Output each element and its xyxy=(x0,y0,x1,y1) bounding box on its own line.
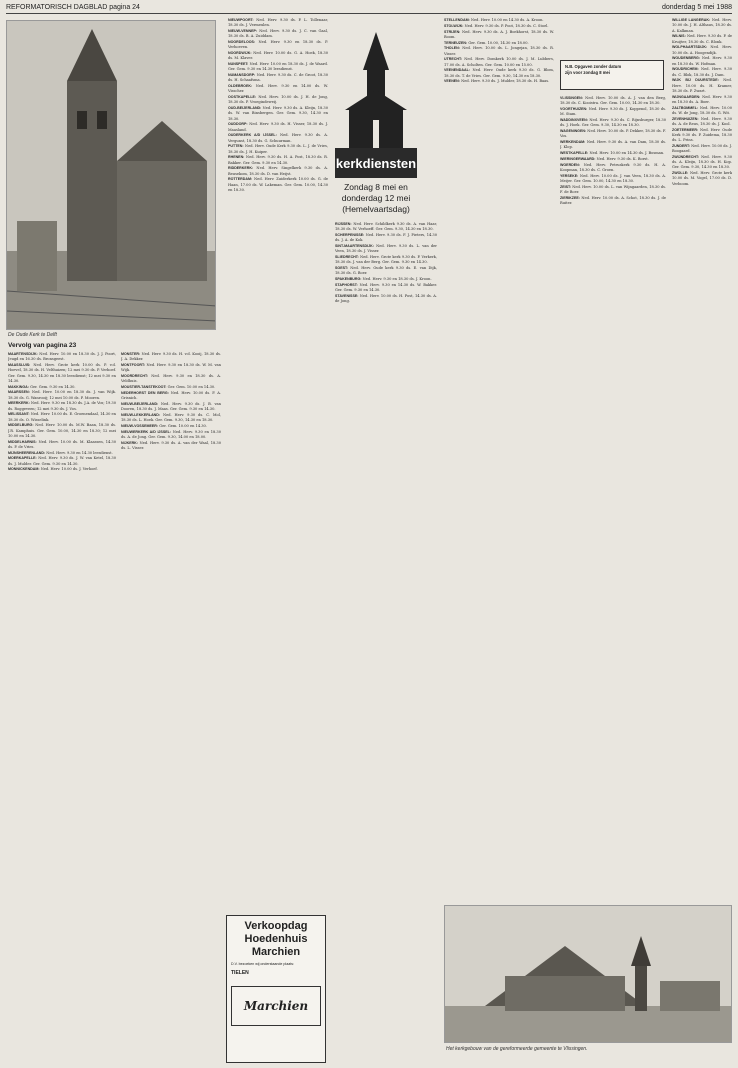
church-listing xyxy=(121,430,221,441)
listing-place: NUMANSDORP: xyxy=(228,73,256,77)
listing-place: MONNICKENDAM: xyxy=(8,467,40,472)
church-listing xyxy=(444,46,554,57)
church-listing xyxy=(8,385,116,390)
listing-place: ZIERIKZEE: xyxy=(560,195,580,200)
ad-title-2: Hoedenhuis xyxy=(244,933,308,945)
listing-services: Ned. Herv. 10.00 ds. M. Klaassen, 14.30 ds. P. de Vries. xyxy=(8,439,116,449)
church-listing xyxy=(228,29,328,40)
church-listing xyxy=(335,233,437,244)
church-listing xyxy=(121,424,221,429)
listing-services: Ned. Herv. Grote kerk 10.00 ds. P. v.d. Hoevel, 18.30 ds. H. Velthuizen; 12 mei 9.30 ds. P. Verhoef. Ger. Gem. 9.30, 14.30 en 18.30 leesdienst; 12 mei 9.30 en 14.30. xyxy=(8,363,116,383)
church-listing xyxy=(8,363,116,384)
church-listing xyxy=(228,155,328,166)
listing-services: Ned. Herv. 9.30 ds. A. de Reus, 18.30 ds. J. Kool. xyxy=(672,116,732,126)
church-listing xyxy=(121,363,221,374)
church-listing xyxy=(335,283,437,294)
church-photo-drawing xyxy=(7,21,216,330)
listing-place: STELLENDAM: xyxy=(444,18,470,22)
ad-title-1: Verkoopdag xyxy=(244,920,308,932)
listing-place: ZUNDERT: xyxy=(672,143,690,148)
church-silhouette-icon xyxy=(335,30,417,148)
church-listing xyxy=(228,62,328,73)
listing-place: MIDDELBURG: xyxy=(8,423,34,428)
church-listing xyxy=(8,390,116,401)
listing-services: Ned. Herv. 10.00 ds. J. H. Althaus, 18.30 ds. A. Kalkman. xyxy=(672,18,732,33)
listing-services: Ned. Herv. 10.00 ds. A. Schot, 18.30 ds. J. de Ruiter. xyxy=(560,195,666,205)
listing-column-2 xyxy=(121,352,221,1062)
church-listing xyxy=(444,41,554,46)
listing-services: Ned. Herv. 9.30 ds. H. Visser, 18.30 ds. J. Maasland. xyxy=(228,122,328,132)
church-listing xyxy=(335,222,437,233)
church-listing xyxy=(560,118,666,129)
church-listing xyxy=(444,24,554,29)
listing-services: Ned. Herv. Zuiderkerk 10.00 ds. G. de Haan, 17.00 ds. W. Lakeman. Ger. Gem. 10.00, 14.30 en 18.30. xyxy=(228,177,328,192)
listing-services: Ned. Herv. 9.30 ds. C. Mol, 18.30 ds. L. Hoek. Ger. Gem. 9.30, 14.30 en 18.30. xyxy=(121,412,221,422)
listing-services: Ned. Herv. 10.00 ds. G. A. Hoek, 18.30 ds. M. Klaver. xyxy=(228,51,328,61)
vlissingen-church-drawing xyxy=(445,906,732,1043)
church-listing xyxy=(121,391,221,402)
church-listing xyxy=(228,144,328,155)
listing-place: WADDINXVEEN: xyxy=(560,118,588,122)
listing-services: Ned. Herv. 9.30 ds. J. B. van Dooren, 18.30 ds. J. Maas. Ger. Gem. 9.30 en 14.30. xyxy=(121,401,221,411)
church-listing xyxy=(228,18,328,29)
listing-services: Ned. Herv. 10.00 ds. F. A. Grisnich. xyxy=(121,390,221,400)
listing-place: ZALTBOMMEL: xyxy=(672,105,699,110)
church-listing xyxy=(335,266,437,277)
listing-services: Ned. Herv. 9.30 ds. J. Mulder, 18.30 ds. H. Baas. xyxy=(459,79,550,84)
church-listing xyxy=(672,67,732,78)
church-photo xyxy=(6,20,216,330)
listing-place: VEENENDAAL: xyxy=(444,68,470,73)
ad-place: TIELEN xyxy=(231,970,249,976)
listing-place: ZWOLLE: xyxy=(672,171,689,175)
church-listing xyxy=(8,467,116,472)
listing-services: Ned. Herv. 9.30 en 14.00 ds. W. Visscher. xyxy=(228,84,328,94)
listing-place: MONTFOORT: xyxy=(121,363,145,367)
church-listing xyxy=(335,244,437,255)
listing-services: Ned. Herv. 9.30 ds. J. C. van Gaal, 18.30 ds. B. A. Zuiddam. xyxy=(228,29,328,39)
church-listing xyxy=(672,18,732,34)
church-listing xyxy=(8,412,116,423)
church-listing xyxy=(8,423,116,439)
listing-place: ZEIST: xyxy=(560,184,571,189)
listing-services: Ned. Herv. 9.30 en 18.30 ds. J. Kroon. xyxy=(361,277,432,281)
listing-place: MAASSLUIS: xyxy=(8,363,31,367)
church-listing xyxy=(8,451,116,456)
listing-services: Ned. Herv. Oude kerk 9.30 ds. G. Blom, 18.30 ds. T. de Vries. Ger. Gem. 9.30, 14.30 en 18.30. xyxy=(444,68,554,78)
listing-services: Ned. Herv. 9.30 ds. C. Rijnsburger, 18.30 ds. J. Hoek. Ger. Gem. 9.30, 14.30 en 18.30. xyxy=(560,118,666,128)
listing-services: Ger. Gem. 10.00 en 14.30. xyxy=(166,385,216,389)
listing-place: MIJNSHEERENLAND: xyxy=(8,450,46,455)
listing-services: Ned. Herv. Grote kerk 9.30 ds. P. Verkerk, 18.30 ds. J. van der Berg. Ger. Gem. 9.30 en 14.30. xyxy=(335,255,437,265)
listing-place: NIEUWPOORT: xyxy=(228,18,254,22)
listing-services: Ned. Herv. 10.00 ds. H. Post, 14.30 ds. A. de Jong. xyxy=(335,293,437,303)
listing-services: Ned. Herv. 10.00 ds. J. Boogaard. xyxy=(672,143,732,153)
listing-services: Ned. Herv. 9.30 ds. C. de Groot, 18.30 ds. H. Schaafsma. xyxy=(228,73,328,83)
church-listing xyxy=(335,255,437,266)
listing-services: Ned. Herv. 10.00 ds. J. H. de Jong, 18.30 ds. P. Vroegindeweij. xyxy=(228,95,328,105)
listing-services: Ned. Herv. 9.30 ds. H. A. Post, 18.30 ds. R. Bakker. Ger. Gem. 9.30 en 14.30. xyxy=(228,155,328,165)
listing-place: MAKKINGA: xyxy=(8,384,29,389)
header-left: REFORMATORISCH DAGBLAD pagina 24 xyxy=(6,4,140,11)
notice-line-2: zijn voor zondag 8 mei xyxy=(565,70,610,75)
listing-services: Ned. Herv. Oude kerk 9.30 ds. E. van Dijk, 18.30 ds. G. Boer. xyxy=(335,266,437,276)
listing-place: WERKENDAM: xyxy=(560,140,586,144)
kerkdiensten-line-3: (Hemelvaartsdag) xyxy=(342,204,410,214)
listing-place: SINT-MAARTENSDIJK: xyxy=(335,244,374,248)
listing-place: OUD-BEIJERLAND: xyxy=(228,106,262,110)
church-listing xyxy=(228,95,328,106)
listing-services: Ned. Herv. 9.30 ds. J. W. van Ketel, 18.30 ds. J. Mulder. Ger. Gem. 9.30 en 14.30. xyxy=(8,456,116,466)
listing-services: Ned. Herv. 10.00 en 18.30 ds. J. de Waard. Ger. Gem. 9.30 en 14.30 leesdienst. xyxy=(228,62,328,72)
listing-services: Ned. Herv. 9.30 en 18.30 ds. P. Verhoeven. xyxy=(228,40,328,50)
listing-services: Ned. Herv. 10.00 ds. J. Verhoef. xyxy=(39,467,98,472)
church-listing xyxy=(8,456,116,467)
listing-place: PUTTEN: xyxy=(228,144,244,149)
listing-place: STAPHORST: xyxy=(335,282,358,287)
listing-place: YERSEKE: xyxy=(560,173,579,178)
listing-place: WOUDRICHEM: xyxy=(672,67,699,72)
listing-services: Ned. Herv. Oude Kerk 9.30 ds. P. Zuidema, 18.30 ds. L. Prins. xyxy=(672,127,732,142)
listing-services: Ned. Herv. 10.00 ds. J. van Veen, 18.30 ds. A. Meijer. Ger. Gem. 10.00, 14.30 en 18.30. xyxy=(560,173,666,183)
listing-services: Ned. Herv. 9.30 ds. H. v.d. Kooij, 18.30 ds. J. A. Dekker. xyxy=(121,352,221,362)
listing-services: Ned. Herv. 9.30 en 18.30 ds. A. Boer. xyxy=(672,94,732,104)
church-listing xyxy=(444,30,554,41)
listing-services: Ned. Herv. 9.30 ds. A. van Dam, 18.30 ds. J. Klop. xyxy=(560,140,666,150)
listing-place: WAGENINGEN: xyxy=(560,129,587,133)
listing-services: Ned. Herv. 10.00 ds. L. Jongejan, 18.30 ds. R. Visser. xyxy=(444,46,554,56)
listing-services: Ned. Herv. 10.00 en 14.30 ds. A. Kroon. xyxy=(469,18,544,22)
church-listing xyxy=(121,441,221,452)
listing-place: VEENEN: xyxy=(444,79,460,84)
listing-place: SLIEDRECHT: xyxy=(335,255,359,259)
listing-place: NOORDWIJK: xyxy=(228,51,252,55)
ad-title-3: Marchien xyxy=(251,946,301,958)
kerkdiensten-subtitle xyxy=(335,182,417,215)
church-listing xyxy=(228,84,328,95)
listing-place: OLDEBROEK: xyxy=(228,84,253,88)
kerkdiensten-line-1: Zondag 8 mei en xyxy=(344,182,408,192)
listing-place: WILLIGE LANGERAK: xyxy=(672,18,711,22)
listing-place: STAVENISSE: xyxy=(335,293,359,298)
listing-services: Ned. Herv. 9.30 en 14.30 leesdienst. xyxy=(45,450,113,455)
listing-place: STRIJEN: xyxy=(444,29,461,34)
listing-services: Ned. Herv. 9.30 en 18.30 ds. W. M. van Wijk. xyxy=(121,363,221,373)
listing-services: Ger. Gem. 10.00 en 14.30. xyxy=(158,423,207,428)
listing-place: UTRECHT: xyxy=(444,57,462,62)
ad-brand: Marchien xyxy=(243,999,309,1013)
listing-place: OOSTKAPELLE: xyxy=(228,95,257,99)
listing-place: VLISSINGEN: xyxy=(560,96,583,100)
church-listing xyxy=(672,144,732,155)
listing-services: Ned. Herv. 10.00 ds. P. Dekker, 18.30 ds. F. Vos. xyxy=(560,129,666,139)
hat-shop-ad xyxy=(226,915,326,1063)
listing-place: MAARTENSDIJK: xyxy=(8,352,38,356)
church-listing xyxy=(121,413,221,424)
listing-services: Ned. Herv. Grote kerk 10.00 ds. M. Vogel, 17.00 ds. D. Verboom. xyxy=(672,171,732,186)
church-listing xyxy=(228,166,328,177)
church-listing xyxy=(560,163,666,174)
listing-services: Ned. Herv. 9.30 ds. J. Koppenol, 18.30 ds. M. Stam. xyxy=(560,107,666,117)
church-listing xyxy=(121,352,221,363)
church-listing xyxy=(8,352,116,363)
listing-services: Ned. Herv. 10.00 ds. A. Hoogendijk. xyxy=(672,45,732,55)
listing-services: Ned. Herv. 9.30 ds. F. J. Pieters, 14.30 ds. J. A. de Kok. xyxy=(335,233,437,243)
listing-services: Ned. Herv. 10.00 ds. W. de Jong, 18.30 ds. G. Wit. xyxy=(672,105,732,115)
vlissingen-photo-caption: Het kerkgebouw van de gereformeerde gemeente te Vlissingen. xyxy=(446,1046,588,1052)
church-listing xyxy=(8,401,116,412)
listing-place: NIEUW-BEIJERLAND: xyxy=(121,401,159,406)
listing-place: MONSTER: xyxy=(121,352,141,356)
listing-place: WOLPHAARTSDIJK: xyxy=(672,45,708,50)
listing-services: Ned. Herv. 9.30 ds. K. Borst. xyxy=(595,156,649,161)
listing-services: Ned. Herv. 10.00 en 18.30 ds. J. van Wijk. 18.30 ds. G. Wanrooij; 12 mei 10.00 ds. P. Mooren. xyxy=(8,390,116,400)
church-listing xyxy=(560,129,666,140)
listing-services: Ned. Herv. 9.30 en 18.30 ds. J.A. de Vos; 19.30 ds. Roggeveen; 12 mei 9.30 ds. J. Vos. xyxy=(8,401,116,411)
vlissingen-church-photo xyxy=(444,905,732,1043)
listing-services: Ned. Herv. 10.00 ds. A. J. van den Berg, 18.30 ds. C. Kooistra. Ger. Gem. 10.00, 14.30 en 18.30. xyxy=(560,96,666,106)
church-listing xyxy=(444,18,554,23)
listing-place: STOLWIJK: xyxy=(444,23,464,28)
church-listing xyxy=(560,185,666,196)
church-listing xyxy=(672,117,732,128)
ad-subtitle: D.V. bezoeken wij onderstaande plaats: xyxy=(231,962,294,966)
ad-logo-box xyxy=(231,986,321,1026)
church-listing xyxy=(228,40,328,51)
listing-place: NIEUWERKERK A/D IJSSEL: xyxy=(121,429,172,434)
church-listing xyxy=(672,34,732,45)
church-listing xyxy=(121,385,221,390)
listing-place: ZOETERMEER: xyxy=(672,127,699,132)
church-listing xyxy=(672,106,732,117)
listing-place: RHENEN: xyxy=(228,155,245,160)
listing-services: Ned. Herv. Singelkerk 9.30 ds. A. Beusekom, 18.30 ds. D. van Heijst. xyxy=(228,166,328,176)
listing-place: NUNSPEET: xyxy=(228,62,249,66)
church-listing xyxy=(672,171,732,187)
listing-place: TERNEUZEN: xyxy=(444,40,468,45)
listing-column-4 xyxy=(335,222,437,1062)
listing-column-3 xyxy=(228,18,328,913)
listing-services: Ned. Herv. 9.30 ds. A. Kleijn, 18.30 ds. H. Kop. Ger. Gem. 9.30, 14.30 en 18.30. xyxy=(672,154,732,170)
listing-place: MOERKAPELLE: xyxy=(8,456,37,461)
church-listing xyxy=(228,177,328,193)
listing-place: WIJNGAARDEN: xyxy=(672,94,701,99)
listing-place: SCHERPENISSE: xyxy=(335,233,365,237)
listing-services: Ned. Herv. 10.00 ds. E. Groenendaal, 14.30 en 18.30 ds. O. Wisselink. xyxy=(8,412,116,422)
church-listing xyxy=(560,157,666,162)
listing-place: SPAKENBURG: xyxy=(335,277,362,281)
notice-line-1: N.B. Opgaven zonder datum xyxy=(565,64,622,69)
church-listing xyxy=(560,96,666,107)
listing-place: NEDERHORST DEN BERG: xyxy=(121,390,169,395)
listing-place: OUDDORP: xyxy=(228,122,248,127)
listing-column-7 xyxy=(672,18,732,898)
listing-services: Ned. Herv. 9.30 ds. P. de Kruijter, 18.30 ds. C. Blonk. xyxy=(672,34,732,44)
church-listing xyxy=(560,174,666,185)
church-listing xyxy=(444,68,554,79)
church-listing xyxy=(672,45,732,56)
church-listing xyxy=(228,106,328,122)
listing-services: Ned. Herv. 9.30 ds. C. Blok, 18.30 ds. J. Dam. xyxy=(672,67,732,77)
listing-place: NIJKERK: xyxy=(121,440,138,445)
listing-services: Ned. Herv. 9.30 en 18.30 ds. A. de Jong. Ger. Gem. 9.30, 14.00 en 18.00. xyxy=(121,429,221,439)
church-listing xyxy=(560,107,666,118)
listing-services: Ned. Herv. 9.30 ds. A. J. Boekhorst, 18.30 ds. W. Boom. xyxy=(444,29,554,39)
listing-services: Ned. Herv. 9.30 ds. P. L. Tollenaar, 18.30 ds. J. Vermeulen. xyxy=(228,18,328,28)
listing-place: WESTKAPELLE: xyxy=(560,151,589,155)
listing-place: MOORDRECHT: xyxy=(121,374,148,378)
listing-place: SOEST: xyxy=(335,266,348,270)
listing-place: OUDERKERK A/D IJSSEL: xyxy=(228,133,277,138)
church-listing xyxy=(228,122,328,133)
listing-services: Ned. Herv. 9.30 ds. P. Poot, 18.30 ds. C. Stoel. xyxy=(463,23,549,28)
church-listing xyxy=(672,78,732,94)
listing-column-1 xyxy=(8,352,116,1062)
church-listing xyxy=(228,73,328,84)
page-header xyxy=(6,2,732,14)
listing-place: WOERDEN: xyxy=(560,162,580,167)
listing-services: Ned. Herv. 9.30 ds. A. Kleijn, 18.30 ds. W. van Binsbergen. Ger. Gem. 9.30, 14.30 en 18.30. xyxy=(228,106,328,121)
listing-place: WIJK BIJ DUURSTEDE: xyxy=(672,78,719,83)
listing-services: Ned. Herv. Schildkerk 9.30 ds. A. van Haar, 18.30 ds. W. Verhoeff. Ger. Gem. 9.30, 14.30 en 18.30. xyxy=(335,222,437,232)
listing-services: Ned. Herv. 9.30 en 18.30 ds. W. Hofman. xyxy=(672,56,732,66)
church-listing xyxy=(444,57,554,68)
listing-place: ZEVENHUIZEN: xyxy=(672,116,699,121)
church-listing xyxy=(228,133,328,144)
church-listing xyxy=(335,277,437,282)
listing-services: Ned. Herv. 10.00 ds. H. Kramer, 18.30 ds. P. Zwart. xyxy=(672,78,732,93)
listing-place: ROTTERDAM: xyxy=(228,177,253,182)
listing-place: MAARSSEN: xyxy=(8,390,30,395)
listing-place: NOORDELOOS: xyxy=(228,40,256,44)
church-listing xyxy=(228,51,328,62)
listing-place: MOUSTIER-TANSTEKOOT: xyxy=(121,385,167,389)
church-listing xyxy=(560,140,666,151)
listing-services: Ned. Herv. 9.30 en 14.30 ds. W. Bakker. Ger. Gem. 9.30 en 14.30. xyxy=(335,282,437,292)
kerkdiensten-line-2: donderdag 12 mei xyxy=(341,193,411,203)
church-listing xyxy=(121,374,221,385)
listing-place: NIEUW-VENNEP: xyxy=(228,29,258,33)
kerkdiensten-banner: kerkdiensten xyxy=(335,148,417,178)
notice-box xyxy=(560,60,664,90)
listing-services: Ned. Herv. 9.30 ds. L. van der Veen, 18.30 ds. J. Visser. xyxy=(335,244,437,254)
church-listing xyxy=(672,155,732,171)
listing-place: NIEUW-LEKKERLAND: xyxy=(121,412,161,417)
header-right: donderdag 5 mei 1988 xyxy=(661,4,732,11)
church-listing xyxy=(560,151,666,156)
listing-services: Ned. Herv. 10.00 ds. M.W. Baan, 18.30 ds. J.R. Kamphuis. Ger. Gem. 10.00, 14.30 en 18.30; 12 mei 10.00 en 14.30. xyxy=(8,423,116,438)
listing-place: MELISSANT: xyxy=(8,412,30,417)
church-listing xyxy=(560,196,666,207)
church-listing xyxy=(8,440,116,451)
listing-services: Ned. Herv. 10.00 ds. L. van Wijngaarden, 18.30 ds. F. de Boer. xyxy=(560,184,666,194)
church-listing xyxy=(444,79,554,84)
listing-services: Ned. Herv. Domkerk 10.00 ds. J. M. Lubbers, 17.00 ds. A. Scholten. Ger. Gem. 10.00 en 15.00. xyxy=(444,57,554,67)
listing-place: VOORTHUIZEN: xyxy=(560,107,588,111)
listing-services: Ned. Herv. Oude Kerk 9.30 ds. L. J. de Vries, 18.30 ds. J. H. Kuiper. xyxy=(228,144,328,154)
listing-place: RIDDERKERK: xyxy=(228,166,254,171)
listing-place: RIJSSEN: xyxy=(335,222,352,226)
listing-services: Ned. Herv. 9.30 ds. A. Vergunst, 18.30 ds. G. Schuurman. xyxy=(228,133,328,143)
church-photo-caption: De Oude Kerk te Delft xyxy=(8,332,57,338)
church-listing xyxy=(672,95,732,106)
listing-services: Ger. Gem. 9.30 en 14.30. xyxy=(28,384,76,389)
church-listing xyxy=(335,294,437,305)
listing-place: THOLEN: xyxy=(444,46,460,51)
church-listing xyxy=(672,128,732,144)
listing-place: WIERINGERWAARD: xyxy=(560,156,596,161)
listing-place: WILNIS: xyxy=(672,34,686,39)
listing-services: Ned. Herv. 10.00 en 18.30 ds. J. J. Poort, Jeugd en 16.30 ds. Bronsgeest. xyxy=(8,352,116,362)
listing-services: Ned. Herv. Petruskerk 9.30 ds. H. A. Koopman, 18.30 ds. C. Groen. xyxy=(560,162,666,172)
listing-place: NIEUW-VOSSEMEER: xyxy=(121,423,159,428)
listing-services: Ned. Herv. 9.30 ds. A. van der Waal, 18.30 ds. L. Visser. xyxy=(121,440,221,450)
listing-place: MIDDELHARNIS: xyxy=(8,439,37,444)
church-listing xyxy=(672,56,732,67)
listing-services: Ger. Gem. 10.00, 14.30 en 18.00. xyxy=(467,40,529,45)
listing-services: Ned. Herv. 9.30 en 18.30 ds. A. Veldhuis. xyxy=(121,374,221,384)
section-title: Vervolg van pagina 23 xyxy=(8,342,77,349)
listing-column-6 xyxy=(560,96,666,896)
listing-place: MEERKERK: xyxy=(8,401,30,406)
listing-place: WOUDENBERG: xyxy=(672,56,700,61)
listing-services: Ned. Herv. 10.00 en 14.30 ds. J. Bosman. xyxy=(588,151,665,155)
listing-column-5 xyxy=(444,18,554,898)
listing-place: ZWIJNDRECHT: xyxy=(672,154,699,159)
church-listing xyxy=(121,402,221,413)
